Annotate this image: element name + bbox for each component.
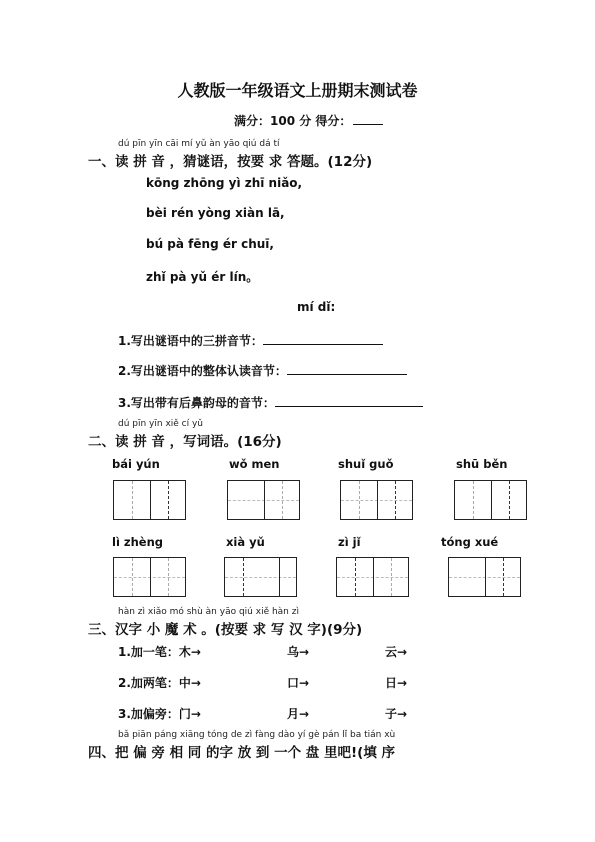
answer-blank-1[interactable]: [263, 332, 383, 345]
answer-blank-3[interactable]: [275, 394, 423, 407]
sec1-question-1: [118, 332, 383, 349]
magic-row-3-a: 3.加偏旁：门→: [118, 707, 201, 721]
page-title: 人教版一年级语文上册期末测试卷: [177, 81, 418, 100]
sec1-question-2-text: 2.写出谜语中的整体认读音节：: [118, 364, 287, 378]
magic-row-1-a: 1.加一笔：木→: [118, 645, 201, 659]
riddle-line-1: kōng zhōng yì zhī niǎo,: [146, 176, 303, 190]
score-blank: [353, 113, 383, 125]
sec3-text: 汉字 小 魔 术 。(按要 求 写 汉 字)(9分): [115, 622, 363, 638]
word-pinyin-3: shuǐ guǒ: [338, 457, 394, 471]
writing-box-7[interactable]: [336, 557, 409, 597]
sec1-question-1-text: 1.写出谜语中的三拼音节：: [118, 334, 263, 348]
riddle-line-3: bú pà fēng ér chuī,: [146, 237, 274, 251]
sec1-text: 读 拼 音 ，猜谜语，按要 求 答题。(12分): [115, 154, 373, 170]
sec3-heading: [88, 618, 362, 638]
word-pinyin-6: xià yǔ: [226, 535, 265, 549]
sec2-heading: [88, 430, 282, 450]
magic-row-3-c: 子→: [385, 707, 408, 721]
word-pinyin-1: bái yún: [112, 457, 160, 471]
sec2-number: 二、: [88, 434, 115, 450]
sec4-number: 四、: [88, 745, 115, 761]
sec1-question-3: [118, 394, 423, 411]
writing-box-8[interactable]: [448, 557, 521, 597]
answer-blank-2[interactable]: [287, 362, 407, 375]
sec4-pinyin: bǎ piān páng xiāng tóng de zì fàng dào yí gè pán lǐ ba tián xù: [118, 730, 396, 740]
sec4-text: 把 偏 旁 相 同 的字 放 到 一个 盘 里吧!(填 序: [115, 745, 396, 761]
magic-row-2-c: 日→: [385, 676, 408, 690]
sec3-number: 三、: [88, 622, 115, 638]
sec1-question-2: [118, 362, 407, 379]
word-pinyin-7: zì jǐ: [338, 535, 361, 549]
sec4-heading: [88, 741, 395, 761]
sec2-text: 读 拼 音 ，写词语。(16分): [115, 434, 282, 450]
score-label: 满分：100 分 得分：: [234, 114, 352, 128]
writing-box-1[interactable]: [113, 480, 186, 520]
sec3-pinyin: hàn zì xiǎo mó shù àn yāo qiú xiě hàn zì: [118, 607, 299, 617]
riddle-answer-label: mí dǐ:: [297, 300, 336, 314]
sec2-pinyin: dú pīn yīn xiě cí yǔ: [118, 419, 204, 429]
word-pinyin-8: tóng xué: [441, 535, 499, 549]
writing-box-5[interactable]: [113, 557, 186, 597]
magic-row-2-b: 口→: [287, 676, 310, 690]
sec1-heading: [88, 150, 372, 170]
sec1-pinyin: dú pīn yīn cāi mí yǔ àn yāo qiú dá tí: [118, 139, 280, 149]
writing-box-3[interactable]: [340, 480, 413, 520]
score-line: [234, 112, 383, 129]
riddle-line-2: bèi rén yòng xiàn lā,: [146, 206, 285, 220]
word-pinyin-4: shū běn: [456, 457, 508, 471]
writing-box-4[interactable]: [454, 480, 527, 520]
riddle-line-4: zhǐ pà yǔ ér lín。: [146, 270, 259, 284]
sec1-question-3-text: 3.写出带有后鼻韵母的音节：: [118, 396, 275, 410]
word-pinyin-5: lì zhèng: [112, 535, 163, 549]
writing-box-2[interactable]: [227, 480, 300, 520]
magic-row-1-c: 云→: [385, 645, 408, 659]
word-pinyin-2: wǒ men: [229, 457, 280, 471]
sec1-number: 一、: [88, 154, 115, 170]
magic-row-2-a: 2.加两笔：中→: [118, 676, 201, 690]
magic-row-1-b: 乌→: [287, 645, 310, 659]
magic-row-3-b: 月→: [287, 707, 310, 721]
writing-box-6[interactable]: [224, 557, 297, 597]
